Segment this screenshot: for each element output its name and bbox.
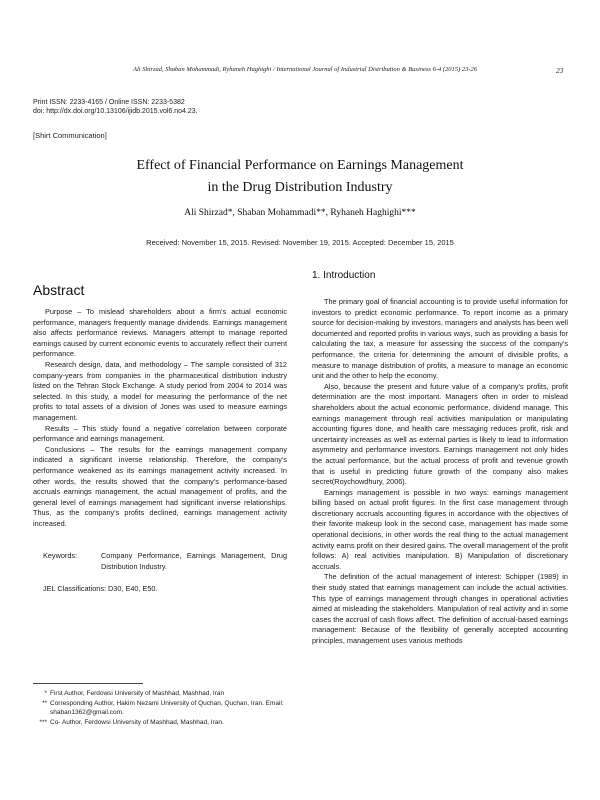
keywords <box>33 551 287 572</box>
intro-paragraph-4: The definition of the actual management of interest: Schipper (1989) in their study stated that earnings management can include the actual activities. This type of earnings management through changes in operational activities aimed at misleading the stakeholders. Manipulation of real activity and in some cases the accrual of cash flows affect. The definition of accrual-based earnings management: Because of the flexibility of generally accepted accounting principles, management uses various methods <box>312 572 568 645</box>
abstract-purpose <box>33 307 287 360</box>
introduction-heading: 1. Introduction <box>312 270 376 281</box>
design-label: Research design, data, and methodology <box>45 359 182 369</box>
jel-classifications <box>33 584 287 595</box>
intro-paragraph-3: Earnings management is possible in two ways: earnings management billing based on actual profit figures. In the first case management through discretionary accruals accounting figures in accordance with the objectives of their favorite makeup look in the second case, management has made some operational decisions, in other words the real thing to the actual management activity earns profit on their desired gains. The overall management of the profit follows: A) real activities manipulation. B) Manipulation of discretionary accruals. <box>312 487 568 571</box>
paper-title <box>60 155 540 199</box>
title-line-2: in the Drug Distribution Industry <box>207 180 393 195</box>
footnote-text: Co- Author, Ferdowsi University of Mashhad, Mashhad, Iran. <box>50 718 224 726</box>
purpose-text: – To mislead shareholders about a firm's actual economic performance, managers frequently manage dividends. Earnings management also affects performance reviews. Managers attempt to manage reported earnings caused by current economic events to accurately reflect their current performance. <box>33 307 287 359</box>
abstract-column <box>33 282 287 594</box>
results-text: – This study found a negative correlation between corporate performance and earnings management. <box>33 423 287 444</box>
keywords-value: Company Performance, Earnings Management, Drug Distribution Industry. <box>101 551 287 572</box>
purpose-label: Purpose <box>45 307 73 316</box>
conclusions-text: – The results for the earnings management company indicated a significant inverse relationship. Therefore, the company's performance weakened as its earnings management activity increased. In other words, the results showed that the company's performance-based accruals earnings management, the actual management of profits, and the general level of earnings management had significant inverse relationships. Thus, as the company's profits declined, earnings management activity increased. <box>33 444 287 528</box>
abstract-design <box>33 360 287 424</box>
footnote <box>33 718 293 728</box>
running-header: Ali Shirzad, Shaban Mohammadi, Ryhaneh Haghighi / International Journal of Industrial Distribution & Business 6-4 (2015) 23-26 <box>132 66 477 73</box>
abstract-heading: Abstract <box>33 282 85 298</box>
jel-label: JEL Classifications: <box>43 583 106 593</box>
intro-paragraph-1: The primary goal of financial accounting is to provide useful information for investors to predict economic performance. To report income as a primary source for decision-making by investors, managers and analysts has been well documented and reported profits in various ways, such as providing a basis for calculating the tax, a measure for assessing the success of the company's performance, the criteria for determining the amount of divisible profits, a measure to manage distribution of profits, a measure to manage an economic unit and the other to help the economy. <box>312 297 568 381</box>
introduction-column <box>312 270 568 647</box>
footnote-mark: *** <box>39 718 47 726</box>
abstract-conclusions <box>33 445 287 530</box>
doi-line: doi: http://dx.doi.org/10.13106/ijidb.2015.vol6.no4.23. <box>33 108 198 115</box>
footnote <box>33 689 293 699</box>
abstract-results <box>33 424 287 445</box>
footnote-text: First Author, Ferdowsi University of Mashhad, Mashhad, Iran <box>50 690 225 697</box>
submission-dates: Received: November 15, 2015. Revised: November 19, 2015. Accepted: December 15, 2015 <box>146 238 454 247</box>
footnote-divider <box>33 683 143 684</box>
spacer <box>33 529 287 540</box>
author-list: Ali Shirzad*, Shaban Mohammadi**, Ryhaneh Haghighi*** <box>184 208 416 218</box>
footnotes <box>33 689 293 727</box>
footnote-mark: * <box>44 690 47 697</box>
spacer <box>33 540 287 551</box>
footnote <box>33 699 293 718</box>
intro-paragraph-2: Also, because the present and future value of a company's profits, profit determination are the most important. Managers often in order to mislead shareholders about the actual economic performance, dividend manage. This earnings management through real activities manipulation or manipulating accounting figures done, and health care messaging reduces profit, risk and uncertainty increases as well as external parties is likely to lead to information asymmetry and performance investors. Earnings management not only hides the actual performance, but the actual process of profit and revenue growth that is useful in predicting future growth of the company also makes secret(Roychowdhury, 2006). <box>312 381 568 487</box>
jel-value: D30, E40, E50. <box>106 583 158 593</box>
page-number: 23 <box>556 66 564 75</box>
footnote-text: Corresponding Author, Hakim Nezami University of Quchan, Quchan, Iran. Email: shaban1362@gmail.com. <box>50 699 284 717</box>
issn-block <box>33 98 198 116</box>
title-line-1: Effect of Financial Performance on Earnings Management <box>136 158 464 173</box>
results-label: Results <box>45 423 70 433</box>
conclusions-label: Conclusions <box>45 444 85 454</box>
keywords-label: Keywords: <box>43 551 78 561</box>
design-text: – The sample consisted of 312 company-years from companies in the pharmaceutical distribution industry listed on the Tehran Stock Exchange. A study period from 2004 to 2014 was selected. In this study, a model for measuring the performance of the net profits to total assets of a division of Jones was used to measure earnings management. <box>33 359 287 422</box>
footnote-mark: ** <box>41 699 47 707</box>
issn-line: Print ISSN: 2233-4165 / Online ISSN: 2233-5382 <box>33 99 185 106</box>
article-type: [Shirt Communication] <box>33 131 107 140</box>
